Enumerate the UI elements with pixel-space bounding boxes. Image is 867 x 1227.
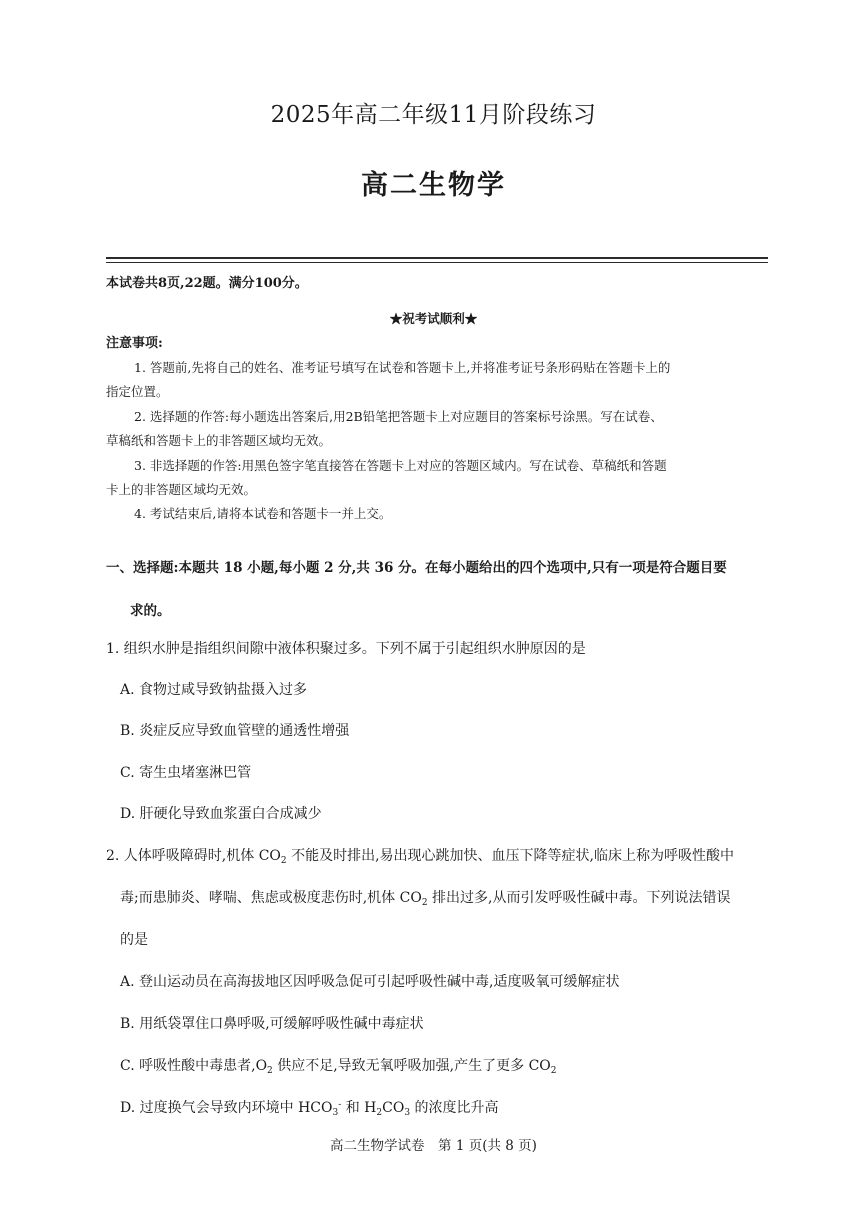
header-rule-thick xyxy=(106,257,768,259)
question-2-option-d: D. 过度换气会导致内环境中 $HCO_3^-$ 和 $H_2CO_3$ 的浓度比升高 xyxy=(120,1100,499,1118)
exam-title: 2025年高二年级11月阶段练习 xyxy=(270,102,597,128)
question-2-option-a: A. 登山运动员在高海拔地区因呼吸急促可引起呼吸性碱中毒,适度吸氧可缓解症状 xyxy=(120,974,620,990)
section-1-heading-line-2: 求的。 xyxy=(130,603,171,619)
notice-heading: 注意事项: xyxy=(106,336,163,351)
good-luck-banner: ★祝考试顺利★ xyxy=(389,311,478,326)
question-2-stem-line-2: 毒;而患肺炎、哮喘、焦虑或极度悲伤时,机体 $CO_2$ 排出过多,从而引发呼吸性碱中毒。下列说法错误 xyxy=(120,890,731,908)
question-2-stem-line-1: 2. 人体呼吸障碍时,机体 $CO_2$ 不能及时排出,易出现心跳加快、血压下降等症状,临床上称为呼吸性酸中 xyxy=(106,848,734,866)
header-rule-thin xyxy=(106,262,768,263)
question-1-option-c: C. 寄生虫堵塞淋巴管 xyxy=(120,765,252,781)
notice-item-1-line-1: 1. 答题前,先将自己的姓名、准考证号填写在试卷和答题卡上,并将准考证号条形码贴在答题卡上的 xyxy=(134,360,671,375)
question-1-option-b: B. 炎症反应导致血管壁的通透性增强 xyxy=(120,723,350,739)
notice-item-2-line-1: 2. 选择题的作答:每小题选出答案后,用2B铅笔把答题卡上对应题目的答案标号涂黑。写在试卷、 xyxy=(134,409,663,424)
question-2-option-c: C. 呼吸性酸中毒患者$,O_2$ 供应不足,导致无氧呼吸加强,产生了更多 $CO_2$ xyxy=(120,1058,557,1076)
page-footer: 高二生物学试卷 第 1 页(共 8 页) xyxy=(330,1138,537,1154)
question-2-option-b: B. 用纸袋罩住口鼻呼吸,可缓解呼吸性碱中毒症状 xyxy=(120,1016,424,1032)
subject-title: 高二生物学 xyxy=(361,170,506,201)
notice-item-3-line-1: 3. 非选择题的作答:用黑色签字笔直接答在答题卡上对应的答题区域内。写在试卷、草稿纸和答题 xyxy=(134,458,667,473)
notice-item-2-line-2: 草稿纸和答题卡上的非答题区域均无效。 xyxy=(106,433,332,448)
section-1-heading-line-1: 一、选择题:本题共 18 小题,每小题 2 分,共 36 分。在每小题给出的四个选项中,只有一项是符合题目要 xyxy=(106,560,727,576)
notice-item-1-line-2: 指定位置。 xyxy=(106,384,169,399)
notice-item-3-line-2: 卡上的非答题区域均无效。 xyxy=(106,482,257,497)
question-1-stem: 1. 组织水肿是指组织间隙中液体积聚过多。下列不属于引起组织水肿原因的是 xyxy=(106,641,586,657)
question-1-option-d: D. 肝硬化导致血浆蛋白合成减少 xyxy=(120,806,322,822)
question-1-option-a: A. 食物过咸导致钠盐摄入过多 xyxy=(120,682,308,698)
question-2-stem-line-3: 的是 xyxy=(120,932,148,948)
exam-info-line: 本试卷共8页,22题。满分100分。 xyxy=(106,276,308,291)
notice-item-4: 4. 考试结束后,请将本试卷和答题卡一并上交。 xyxy=(134,506,392,521)
